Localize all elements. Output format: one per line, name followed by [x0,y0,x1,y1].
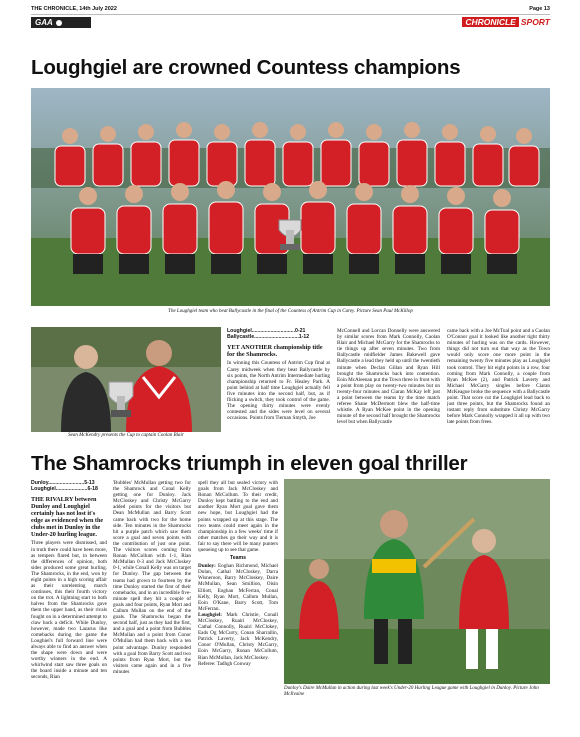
action-photo [284,479,550,684]
team-photo [31,88,550,306]
teams-dunloy: Dunloy: Eoghan Richmond, Michael Dolan, Cathal McCloskey, Darra Wisneroon, Barry McCloskey, Daire McMullan, Sean Smillion, Oisin Elliott, Eoghan McFerran, Conal Kelly, Ryan Mort, Callum Mullan, Eoin O'Kane, Barry Scott, Tom McFerran. [198,563,278,612]
article1-headline: Loughgiel are crowned Countess champions [31,56,461,79]
action-photo-caption: Dunloy's Daire McMullan in action during last week's Under-20 Hurling League game with Loughgiel in Dunloy. Picture John McIlvaine [284,686,539,697]
team-photo-caption: The Loughgiel team who beat Ballycastle in the final of the Countess of Antrim Cup in Carey. Picture Sean Paul McKillop [168,309,413,314]
referee: Referee: Tadhgh Conway [198,660,251,667]
article2-body-1: Three players were dismissed, and in truth there could have been more, as tempers flared but, in between the differences of opinion, both sides produced some great hurling. The Shamrocks, in the end, won by eight points in a high scoring affair as their unrelenting march continues, this their fourth victory on the trot. A lightning start to both halves from the Shamrocks gave them the upper hand, as their rivals fought on in a determined attempt to claw back a deficit. While Dunloy, however, made two Lazarus like comebacks during the game the Loughiel's full forward line were always able to find an answer when the shape were down and were worthy winners in the end. A whirlwind start saw three goals on the board inside a minute and ten seconds, Rian [31,540,107,681]
page-number: Page 13 [529,6,550,12]
article2-headline: The Shamrocks triumph in eleven goal thriller [31,452,468,475]
article1-lead: YET ANOTHER championship title for the Shamrocks. [227,344,323,359]
gaa-logo: GAA [31,17,91,28]
article1-column-2: McConnell and Lorcan Donnelly were answered by similar scores from Mark Connolly, Caolan Blair and Michael McGarry for the Shamrocks to tie things up after seven minutes. Two from Ballycastle midfielder James Bakewell gave Ballycastle a lead they held up until the twentieth minute when Declan Gillan and Ryan Hill brought the Shamrocks back into contention. Eoin McAleenan put the Town three in front with a point from play on twenty-two minutes but on twenty-four minutes and Ciaran McKay left just a point between the teams by the time match referee Shane McDermott blew the half-time whistle. A Ryan McKee point in the opening minute of the second half brought the Shamrocks level but when Ballycastle [337,328,440,426]
presentation-photo [31,327,221,432]
article2-body-3: spell they all but sealed victory with goals from Jack McCloskey and Ronan McCollum. To their credit, Dunloy kept battling to the end and another Ryan Mort goal gave them new hope, but Loughgiel had the points wrapped up at this stage. The two teams could meet again in the championship in a few weeks' time if other matches go their way and it is fair to say there will be many punters queueing up to see that game. [198,480,278,554]
article2-column-2: 'Bubbles' McMullan getting two for the Shamrock and Conal Kelly getting one for Dunloy. Jack McCloskey and Christy McGarry added points for the visitors but Dean McMullan and Barry Scott came back with two for the home side. Ten minutes in the Shamrocks hit a purple patch which saw them score a goal and seven points with the contribution of just one point. The visitors scores coming from Ronan McCollum with 1-1, Rian McMullan 0-3 and Jack McCloskey 0-1, while Conall Kelly was on target for Dunloy. The gap between the teams had grown to fourteen by the time Dunloy started the first of their comebacks, and in an incredible five-minute spell they hit a couple of goals and four points, Ryan Mort and Callum Mullan on the end of the goals. The Shamrocks began the second half, just as they had the first, and a goal and a point from Bubbles McMullan and a point from Conor O'Mullan had them back with a ten point advantage. Dunloy responded with a goal from Barry Scott and two points from Ryan Mort, but the visitors came again and in a five minutes [113,480,191,675]
article2-lead: THE RIVALRY between Dunloy and Loughgiel certainly has not lost it's edge as evidenced when the clubs met in Dunloy in the Under-20 hurling league. [31,496,104,539]
page-header-date: THE CHRONICLE, 14th July 2022 [31,6,117,12]
article2-column-3 [198,480,278,735]
ball-icon [56,20,62,26]
teams-loughgiel: Loughgiel: Mark Christie, Conall McCloskey, Ruairi McCloskey, Cathal Connolly, Ruairi McClokey, Eads Og McCurry, Conan Sharrallin, Patrick Laverty, Jack McKendry, Conor O'Mullan, Christy McGarry, Eoin McGarry, Ronan McCollum, Rian McMullan, Jack McCloskey. [198,611,278,661]
article2-column-1 [31,480,107,735]
section-bar [31,14,550,29]
presentation-photo-caption: Sean McKendry presents the Cup to captain Coolan Blair [68,433,184,438]
teams-heading: Teams [229,555,247,562]
article1-column-1 [227,328,330,448]
article1-score-home: Loughgiel..............................0-21 [227,328,306,334]
chronicle-sport-logo: CHRONICLE SPORT [462,17,550,28]
article1-column-3: came back with a Joe McToal point and a Caolan O'Connor goal it looked like another tight thirty minutes of hurling was on the cards. However, things did not turn out that way as the Town would only score one more point in the remaining twenty five minutes play as Loughgiel took control. They hit eight points in a row, four coming from Mark Connolly, a couple from Ryan McKee (2), and Patrick Laverty and Michael McGarry singles before Ciaran McKeague broke the sequence with a Ballycastle point. That score cut the Loughgiel lead back to just three points, but the Shamrocks found an instant reply from substitute Christy McGarry before Mark Connolly wrapped it all up with two late points from frees. [447,328,550,426]
article1-score-away: Ballycastle...............................1-12 [227,334,310,341]
article1-body-1: In winning this Countess of Antrim Cup final at Carey midweek when they beat Ballycastle by six points, the North Antrim Intermediate hurling championship returned to Fr. Healey Park. A point behind at half time Loughgiel actually fell five minutes into the second half, but, as if flicking a switch, they took control of the game. The opening thirty minutes were evenly contested and the sides were level on several occasions. Points from Tiernan Smyth, Joe [227,360,330,422]
article2-score-home: Dunloy.........................5-13 [31,480,95,486]
article2-score-away: Loughgiel......................6-18 [31,486,98,493]
